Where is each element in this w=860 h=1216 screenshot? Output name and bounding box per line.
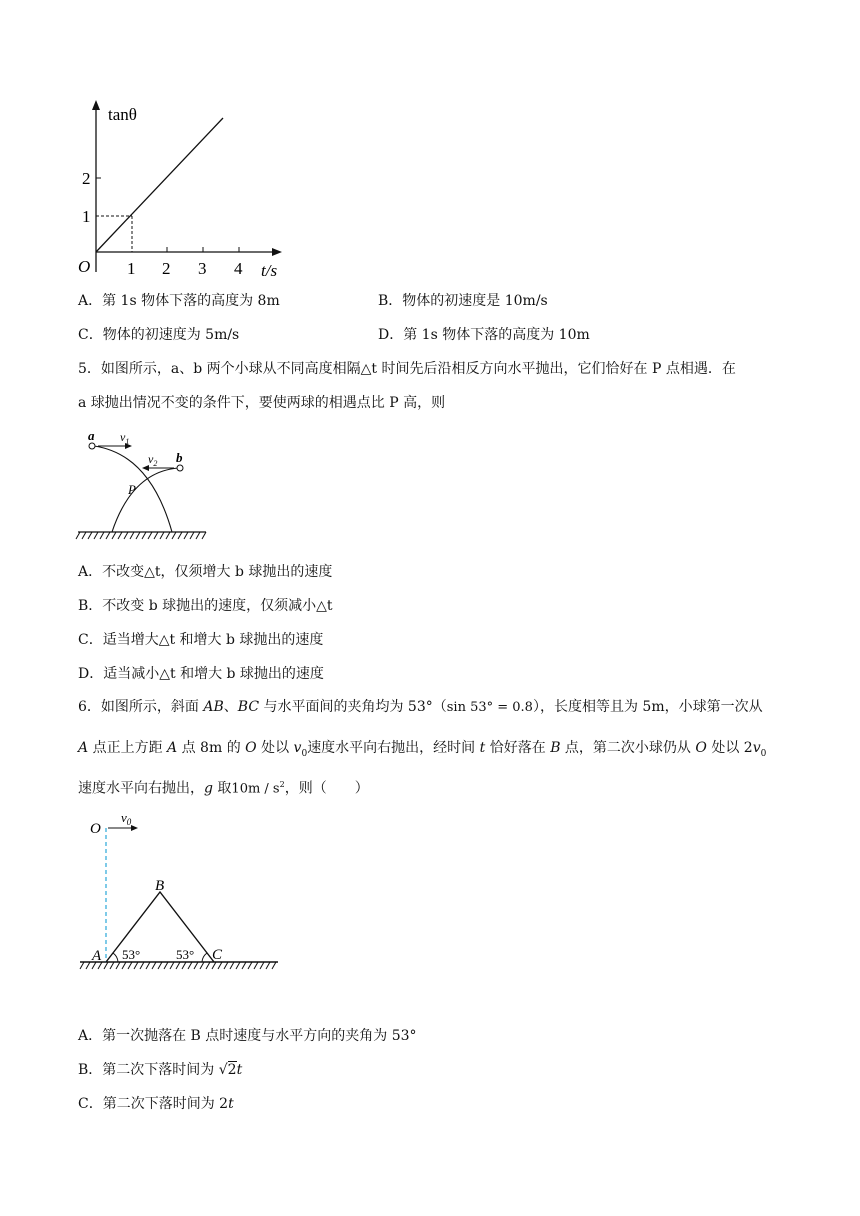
trajectory-b xyxy=(112,468,178,532)
q6-stem-line-2: A 点正上方距 A 点 8m 的 O 处以 $v_0$速度水平向右抛出，经时间 t 恰好落在 B 点，第二次小球仍从 O 处以 $2v_0$ xyxy=(78,740,767,759)
v0-arrowhead xyxy=(131,825,138,831)
ball-a xyxy=(89,443,95,449)
angle-C-label: 53° xyxy=(176,947,195,962)
q6-option-a[interactable]: A．第一次抛落在 B 点时速度与水平方向的夹角为 53° xyxy=(78,1028,417,1044)
angle-A-label: 53° xyxy=(122,947,141,962)
ground-hatch xyxy=(80,962,276,969)
x-tick-label-3: 3 xyxy=(198,259,207,278)
point-O-label: O xyxy=(90,821,101,837)
q5-option-a[interactable]: A．不改变△t，仅须增大 b 球抛出的速度 xyxy=(78,564,333,580)
q4-option-a[interactable]: A．第 1s 物体下落的高度为 8m xyxy=(78,293,280,309)
y-tick-label-2: 2 xyxy=(82,169,91,188)
y-axis-arrow xyxy=(92,100,100,110)
sqrt-symbol: √ xyxy=(218,1062,228,1078)
tan-theta-line xyxy=(96,118,223,252)
angle-arc-A xyxy=(113,953,118,962)
v1-label: $v_1$ xyxy=(120,430,130,446)
point-C-label: C xyxy=(212,947,223,963)
origin-label: O xyxy=(78,257,91,276)
y-axis-label: tanθ xyxy=(108,105,137,124)
x-axis-arrow xyxy=(272,248,282,256)
ball-b-label: b xyxy=(176,450,183,465)
point-A-label: A xyxy=(92,948,102,964)
y-tick-label-1: 1 xyxy=(82,207,91,226)
q6-incline-figure xyxy=(78,808,288,974)
ground-hatch xyxy=(76,532,206,539)
x-tick-label-4: 4 xyxy=(234,259,243,278)
point-p-label: P xyxy=(128,482,136,497)
q5-stem-line-2: a 球抛出情况不变的条件下，要使两球的相遇点比 P 高，则 xyxy=(78,395,446,411)
v0-label: $v_0$ xyxy=(121,810,132,827)
tan-theta-graph xyxy=(72,96,292,286)
q6-stem-line-1: 6．如图所示，斜面 AB、BC 与水平面间的夹角均为 53°（sin 53° = 0.8），长度相等且为 5m，小球第一次从 xyxy=(78,699,763,715)
q5-option-c[interactable]: C．适当增大△t 和增大 b 球抛出的速度 xyxy=(78,632,324,648)
q6-option-b[interactable]: B．第二次下落时间为 √2t xyxy=(78,1062,243,1078)
q6-option-c[interactable]: C．第二次下落时间为 2t xyxy=(78,1096,234,1112)
q6-stem-line-3: 速度水平向右抛出，g 取$10m / s^2$，则（ ） xyxy=(78,780,369,797)
ball-a-label: a xyxy=(88,428,95,443)
q5-projectile-figure xyxy=(72,424,212,546)
v2-label: $v_2$ xyxy=(148,452,158,468)
x-tick-label-1: 1 xyxy=(127,259,136,278)
q4-option-d[interactable]: D．第 1s 物体下落的高度为 10m xyxy=(378,327,590,343)
angle-arc-C xyxy=(202,953,207,962)
x-axis-label: t/s xyxy=(261,261,278,280)
ball-b xyxy=(177,465,183,471)
x-tick-label-2: 2 xyxy=(162,259,171,278)
q5-option-d[interactable]: D．适当减小△t 和增大 b 球抛出的速度 xyxy=(78,666,324,682)
point-B-label: B xyxy=(155,878,165,894)
q4-option-b[interactable]: B．物体的初速度是 10m/s xyxy=(378,293,548,309)
q5-stem-line-1: 5．如图所示，a、b 两个小球从不同高度相隔△t 时间先后沿相反方向水平抛出，它们恰好在 P 点相遇．在 xyxy=(78,361,736,377)
q4-option-c[interactable]: C．物体的初速度为 5m/s xyxy=(78,327,240,343)
q5-option-b[interactable]: B．不改变 b 球抛出的速度，仅须减小△t xyxy=(78,598,333,614)
